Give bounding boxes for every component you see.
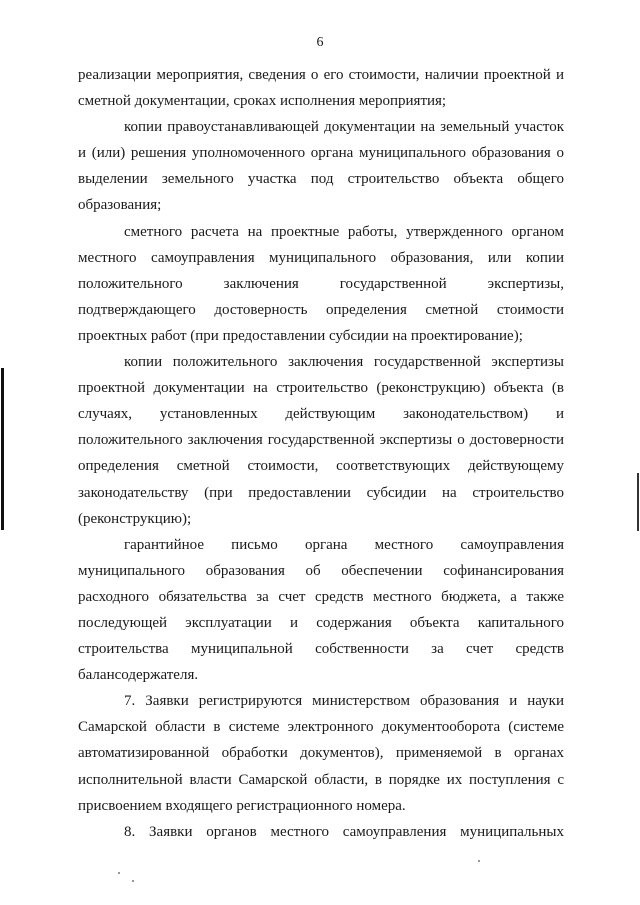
paragraph-7: 8. Заявки органов местного самоуправления муниципальных	[124, 823, 564, 840]
scan-speck	[118, 872, 120, 874]
paragraph-5: гарантийное письмо органа местного самоуправления муниципального образования об обеспечении софинансирования расходного обязательства за счет средств местного бюджета, а также последующей эксплуатации и содержания объекта капитального строительства муниципальной собственности за счет средств балансодержателя.	[78, 536, 564, 684]
paragraph-6: 7. Заявки регистрируются министерством образования и науки Самарской области в системе электронного документооборота (системе автоматизированной обработки документов), применяемой в органах исполнительной власти Самарской области, в порядке их поступления с присвоением входящего регистрационного номера.	[78, 693, 564, 814]
paragraph-2: копии правоустанавливающей документации на земельный участок и (или) решения уполномоченного органа муниципального образования о выделении земельного участка под строительство объекта общего образования;	[78, 119, 564, 214]
scan-margin-mark-right	[637, 473, 639, 531]
paragraph-4: копии положительного заключения государственной экспертизы проектной документации на строительство (реконструкцию) объекта (в случаях, установленных действующим законодательством) и положительного заключения государственной экспертизы о достоверности определения сметной стоимости, соответствующих действующему законодательству (при предоставлении субсидии на строительство (реконструкцию);	[78, 354, 564, 527]
scan-speck	[478, 860, 480, 862]
paragraph-1: реализации мероприятия, сведения о его стоимости, наличии проектной и сметной документации, сроках исполнения мероприятия;	[78, 67, 564, 110]
page-number: 6	[316, 35, 324, 50]
scan-margin-mark-left	[1, 368, 4, 530]
document-body	[78, 62, 564, 845]
paragraph-3: сметного расчета на проектные работы, утвержденного органом местного самоуправления муниципального образования, или копии положительного заключения государственной экспертизы, подтверждающего достоверность определения сметной стоимости проектных работ (при предоставлении субсидии на проектирование);	[78, 223, 564, 344]
scan-speck	[132, 880, 134, 882]
